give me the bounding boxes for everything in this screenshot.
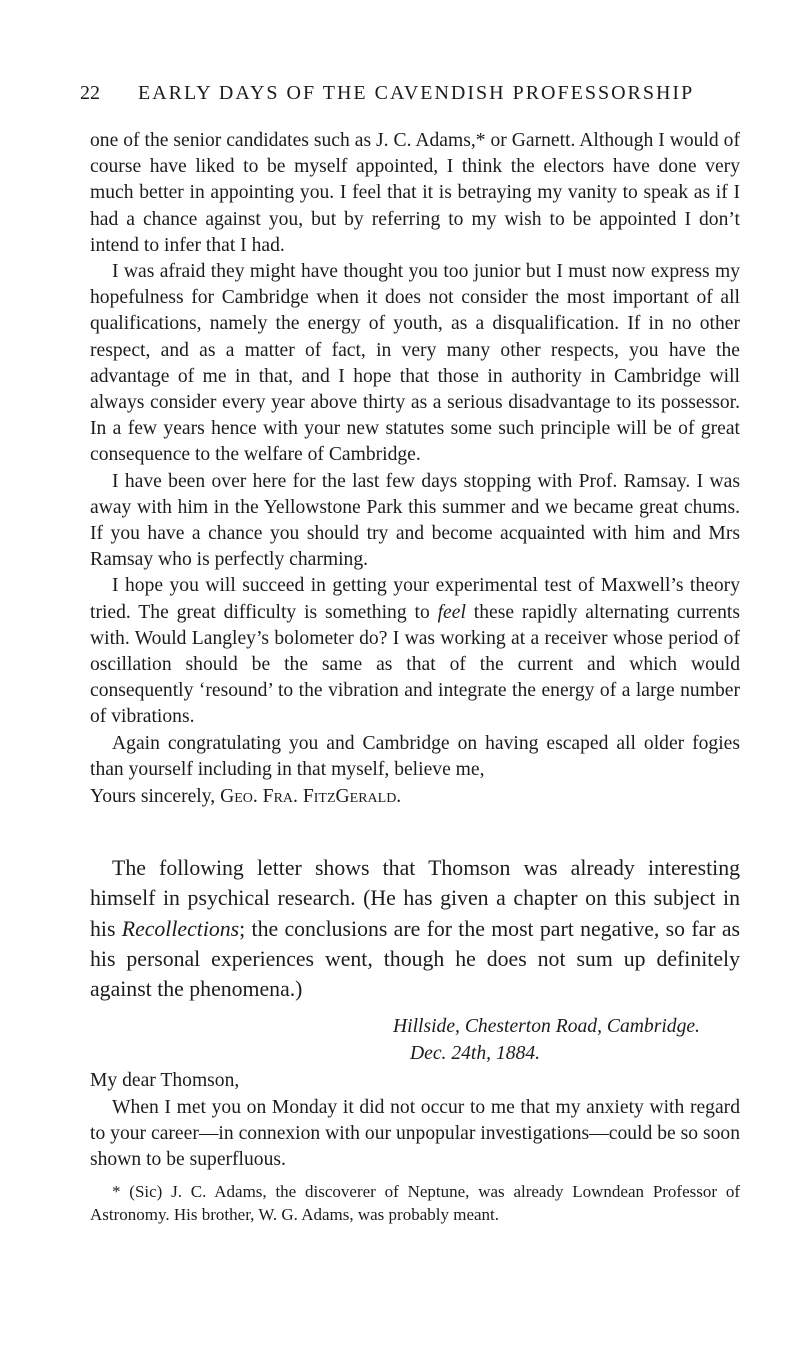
paragraph-text: ; the conclusions are for the most part negative, so far as his personal experiences went, though he does not sum up definitely against the phenomena.) xyxy=(90,916,741,1002)
narrative-paragraph xyxy=(90,853,740,1004)
second-letter-body xyxy=(90,1095,740,1174)
footnote-text: * (Sic) J. C. Adams, the discoverer of Neptune, was already Lowndean Professor of Astronomy. His brother, W. G. Adams, was probably meant. xyxy=(90,1182,740,1224)
running-title: EARLY DAYS OF THE CAVENDISH PROFESSORSHIP xyxy=(138,82,695,104)
book-title-recollections: Recollections xyxy=(121,916,240,941)
letter2-paragraph: When I met you on Monday it did not occur to me that my anxiety with regard to your career—in connexion with our unpopular investigations—could be so soon shown to be superfluous. xyxy=(90,1097,740,1171)
letter-paragraph-2: I was afraid they might have thought you too junior but I must now express my hopefulness for Cambridge when it does not consider the most important of all qualifications, namely the energy of youth, as a disqualification. If in no other respect, and as a matter of fact, in very many other respects, you have the advantage of me in that, and I hope that those in authority in Cambridge will always consider every year above thirty as a serious disadvantage to its possessor. In a few years hence with your new statutes some such principle will be of great consequence to the welfare of Cambridge. xyxy=(90,261,740,466)
paragraph-text: these rapidly alternating currents with. Would Langley’s bolometer do? I was working at a receiver whose period of oscillation should be the same as that of the current and which would consequently ‘resound’ to the vibration and integrate the energy of a large number of vibrations. xyxy=(90,601,740,728)
running-header xyxy=(80,82,694,105)
emphasis-feel: feel xyxy=(437,601,466,623)
page-number: 22 xyxy=(80,82,100,104)
salutation: My dear Thomson, xyxy=(90,1070,240,1091)
footnote xyxy=(90,1180,740,1226)
fitzgerald-letter xyxy=(90,128,740,810)
letter-paragraph-5: Again congratulating you and Cambridge on having escaped all older fogies than yourself including in that myself, believe me, xyxy=(90,732,740,780)
letter-paragraph-4 xyxy=(90,573,740,730)
letter-paragraph-1: one of the senior candidates such as J. C. Adams,* or Garnett. Although I would of course have liked to be myself appointed, I think the electors have done very much better in appointing you. I feel that it is betraying my vanity to speak as if I had a chance against you, but by referring to my wish to be appointed I don’t intend to infer that I had. xyxy=(90,130,740,256)
address-line: Hillside, Chesterton Road, Cambridge. xyxy=(393,1016,700,1037)
signoff xyxy=(90,784,740,810)
paragraph-text: The following letter shows that Thomson was already interesting himself in psychical research. (He has given a chapter on this subject in his xyxy=(90,856,740,941)
date-text: Dec. 24th, 1884. xyxy=(410,1043,541,1064)
date-line xyxy=(410,1040,740,1067)
letter-heading xyxy=(90,1013,740,1094)
signoff-prefix: Yours sincerely, xyxy=(90,786,221,808)
signature-name: Geo. Fra. FitzGerald. xyxy=(220,786,402,808)
narrative-block xyxy=(90,853,740,1004)
paragraph-text: I hope you will succeed in getting your experimental test of Maxwell’s theory tried. The great difficulty is something to xyxy=(90,575,740,623)
letter-paragraph-3: I have been over here for the last few days stopping with Prof. Ramsay. I was away with him in the Yellowstone Park this summer and we became great chums. If you have a chance you should try and become acquainted with him and Mrs Ramsay who is perfectly charming. xyxy=(90,470,740,571)
